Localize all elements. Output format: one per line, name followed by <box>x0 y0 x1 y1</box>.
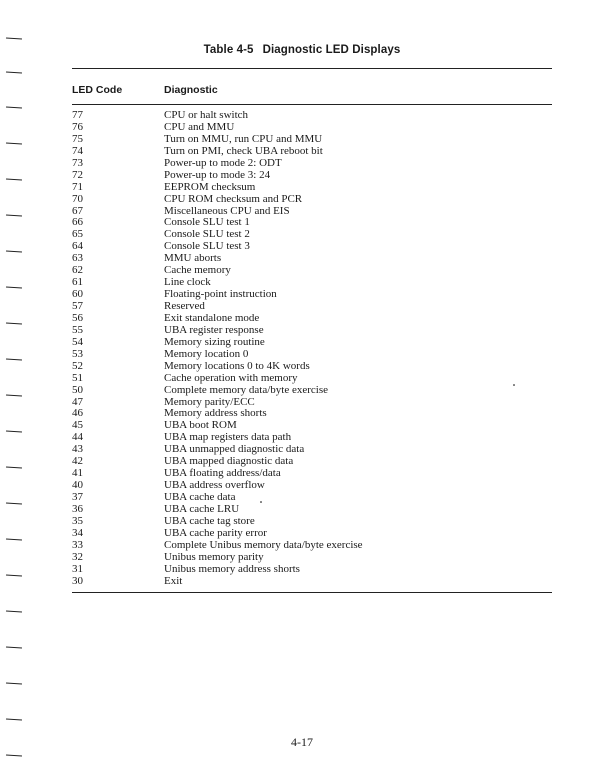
table-row <box>72 348 552 360</box>
diagnostic-cell: Cache operation with memory <box>164 371 298 384</box>
margin-tick <box>6 538 22 540</box>
led-code-cell: 46 <box>72 407 83 420</box>
table-title <box>0 44 604 56</box>
diagnostic-cell: CPU or halt switch <box>164 109 249 121</box>
diagnostic-cell: UBA mapped diagnostic data <box>164 455 294 468</box>
diagnostic-cell: UBA cache tag store <box>164 514 255 527</box>
diagnostic-cell: CPU ROM checksum and PCR <box>164 192 303 205</box>
table-row <box>72 372 552 384</box>
table-row <box>72 527 552 539</box>
diagnostic-cell: UBA boot ROM <box>164 419 237 432</box>
diagnostic-cell: Unibus memory parity <box>164 550 264 563</box>
margin-tick <box>6 430 22 432</box>
margin-tick <box>6 502 22 504</box>
table-row <box>72 360 552 372</box>
led-code-cell: 63 <box>72 252 83 265</box>
led-code-cell: 75 <box>72 132 83 145</box>
led-code-cell: 53 <box>72 347 83 360</box>
table-row <box>72 216 552 228</box>
diagnostic-cell: UBA cache data <box>164 491 236 503</box>
diagnostic-cell: UBA address overflow <box>164 479 265 492</box>
led-code-cell: 73 <box>72 156 83 169</box>
table-row <box>72 312 552 324</box>
diagnostic-cell: Turn on MMU, run CPU and MMU <box>164 132 323 145</box>
led-code-cell: 37 <box>72 491 83 503</box>
table-row <box>72 228 552 240</box>
margin-tick <box>6 574 22 576</box>
diagnostic-cell: Console SLU test 3 <box>164 240 250 253</box>
margin-tick <box>6 142 22 144</box>
table-row <box>72 503 552 515</box>
binder-margin-marks <box>0 0 30 783</box>
diagnostic-cell: Memory parity/ECC <box>164 395 255 408</box>
table-row <box>72 575 552 587</box>
table-row <box>72 252 552 264</box>
margin-tick <box>6 37 22 39</box>
table-row <box>72 133 552 145</box>
led-code-cell: 30 <box>72 574 83 587</box>
diagnostic-cell: Floating-point instruction <box>164 288 277 301</box>
table-row <box>72 431 552 443</box>
led-code-cell: 72 <box>72 168 83 181</box>
column-header-diagnostic: Diagnostic <box>164 84 218 96</box>
diagnostic-cell: Power-up to mode 3: 24 <box>164 168 271 181</box>
table-row <box>72 324 552 336</box>
led-code-cell: 44 <box>72 431 83 444</box>
table-row <box>72 145 552 157</box>
table-row <box>72 396 552 408</box>
led-code-cell: 47 <box>72 395 83 408</box>
led-code-cell: 43 <box>72 443 83 456</box>
diagnostic-cell: UBA cache parity error <box>164 526 267 539</box>
margin-tick <box>6 682 22 684</box>
led-code-cell: 34 <box>72 526 83 539</box>
table-row <box>72 240 552 252</box>
diagnostic-cell: UBA unmapped diagnostic data <box>164 443 305 456</box>
diagnostic-cell: Complete memory data/byte exercise <box>164 383 329 396</box>
diagnostic-cell: Power-up to mode 2: ODT <box>164 156 282 169</box>
margin-tick <box>6 322 22 324</box>
table-row <box>72 479 552 491</box>
diagnostic-cell: UBA floating address/data <box>164 467 281 480</box>
margin-tick <box>6 646 22 648</box>
diagnostic-cell: Miscellaneous CPU and EIS <box>164 204 290 217</box>
diagnostic-cell: CPU and MMU <box>164 120 235 133</box>
led-code-cell: 77 <box>72 109 83 121</box>
table-row <box>72 157 552 169</box>
diagnostic-cell: Memory location 0 <box>164 347 249 360</box>
margin-tick <box>6 71 22 73</box>
table-row <box>72 169 552 181</box>
led-code-cell: 33 <box>72 538 83 551</box>
led-code-cell: 71 <box>72 180 83 193</box>
led-code-cell: 62 <box>72 264 83 277</box>
led-code-cell: 35 <box>72 514 83 527</box>
diagnostic-cell: MMU aborts <box>164 252 222 265</box>
margin-tick <box>6 178 22 180</box>
led-code-cell: 51 <box>72 371 83 384</box>
diagnostic-cell: Memory sizing routine <box>164 335 265 348</box>
table-row <box>72 491 552 503</box>
table-row <box>72 407 552 419</box>
led-code-cell: 54 <box>72 335 83 348</box>
margin-tick <box>6 214 22 216</box>
led-code-cell: 70 <box>72 192 83 205</box>
led-code-cell: 42 <box>72 455 83 468</box>
table-row <box>72 205 552 217</box>
diagnostic-cell: UBA map registers data path <box>164 431 292 444</box>
led-code-cell: 36 <box>72 502 83 515</box>
scan-speck <box>513 384 515 386</box>
top-rule <box>72 68 552 69</box>
led-code-cell: 67 <box>72 204 83 217</box>
diagnostic-cell: Cache memory <box>164 264 231 277</box>
margin-tick <box>6 250 22 252</box>
header-rule <box>72 104 552 105</box>
column-header-led-code: LED Code <box>72 84 123 96</box>
table-row <box>72 455 552 467</box>
diagnostic-cell: Complete Unibus memory data/byte exercise <box>164 538 363 551</box>
table-row <box>72 109 552 121</box>
table-row <box>72 264 552 276</box>
diagnostic-cell: Memory locations 0 to 4K words <box>164 359 310 372</box>
diagnostic-cell: Reserved <box>164 300 205 312</box>
led-code-cell: 52 <box>72 359 83 372</box>
table-row <box>72 336 552 348</box>
diagnostic-cell: Exit <box>164 574 183 587</box>
margin-tick <box>6 754 22 756</box>
diagnostic-cell: Exit standalone mode <box>164 311 260 324</box>
table-row <box>72 467 552 479</box>
table-row <box>72 384 552 396</box>
diagnostic-cell: EEPROM checksum <box>164 180 256 193</box>
led-code-cell: 65 <box>72 228 83 241</box>
table-row <box>72 181 552 193</box>
led-code-cell: 66 <box>72 216 83 229</box>
table-row <box>72 288 552 300</box>
table-caption: Diagnostic LED Displays <box>262 44 401 56</box>
table-row <box>72 193 552 205</box>
margin-tick <box>6 286 22 288</box>
diagnostic-cell: Console SLU test 2 <box>164 228 250 241</box>
led-code-cell: 61 <box>72 276 83 289</box>
margin-tick <box>6 394 22 396</box>
diagnostic-cell: Memory address shorts <box>164 407 267 420</box>
led-code-cell: 57 <box>72 300 83 312</box>
table-row <box>72 121 552 133</box>
table-body <box>72 109 552 587</box>
table-row <box>72 300 552 312</box>
table-row <box>72 563 552 575</box>
diagnostic-cell: UBA register response <box>164 323 264 336</box>
table-number: Table 4-5 <box>203 44 254 56</box>
table-row <box>72 515 552 527</box>
led-code-cell: 64 <box>72 240 83 253</box>
diagnostic-cell: Turn on PMI, check UBA reboot bit <box>164 144 323 157</box>
margin-tick <box>6 610 22 612</box>
led-code-cell: 74 <box>72 144 83 157</box>
led-code-cell: 41 <box>72 467 83 480</box>
bottom-rule <box>72 592 552 593</box>
diagnostic-cell: Console SLU test 1 <box>164 216 250 229</box>
table-row <box>72 276 552 288</box>
led-code-cell: 55 <box>72 323 83 336</box>
table-row <box>72 443 552 455</box>
led-code-cell: 50 <box>72 383 83 396</box>
led-code-cell: 31 <box>72 562 83 575</box>
page-number: 4-17 <box>291 735 313 749</box>
led-code-cell: 60 <box>72 288 83 301</box>
margin-tick <box>6 358 22 360</box>
margin-tick <box>6 718 22 720</box>
margin-tick <box>6 106 22 108</box>
scan-speck <box>260 501 262 503</box>
table-row <box>72 419 552 431</box>
led-code-cell: 45 <box>72 419 83 432</box>
diagnostic-cell: Line clock <box>164 276 211 289</box>
led-code-cell: 76 <box>72 120 83 133</box>
diagnostic-cell: UBA cache LRU <box>164 502 240 515</box>
led-code-cell: 32 <box>72 550 83 563</box>
table-row <box>72 539 552 551</box>
led-code-cell: 56 <box>72 311 83 324</box>
table-row <box>72 551 552 563</box>
diagnostic-cell: Unibus memory address shorts <box>164 562 300 575</box>
led-code-cell: 40 <box>72 479 83 492</box>
margin-tick <box>6 466 22 468</box>
